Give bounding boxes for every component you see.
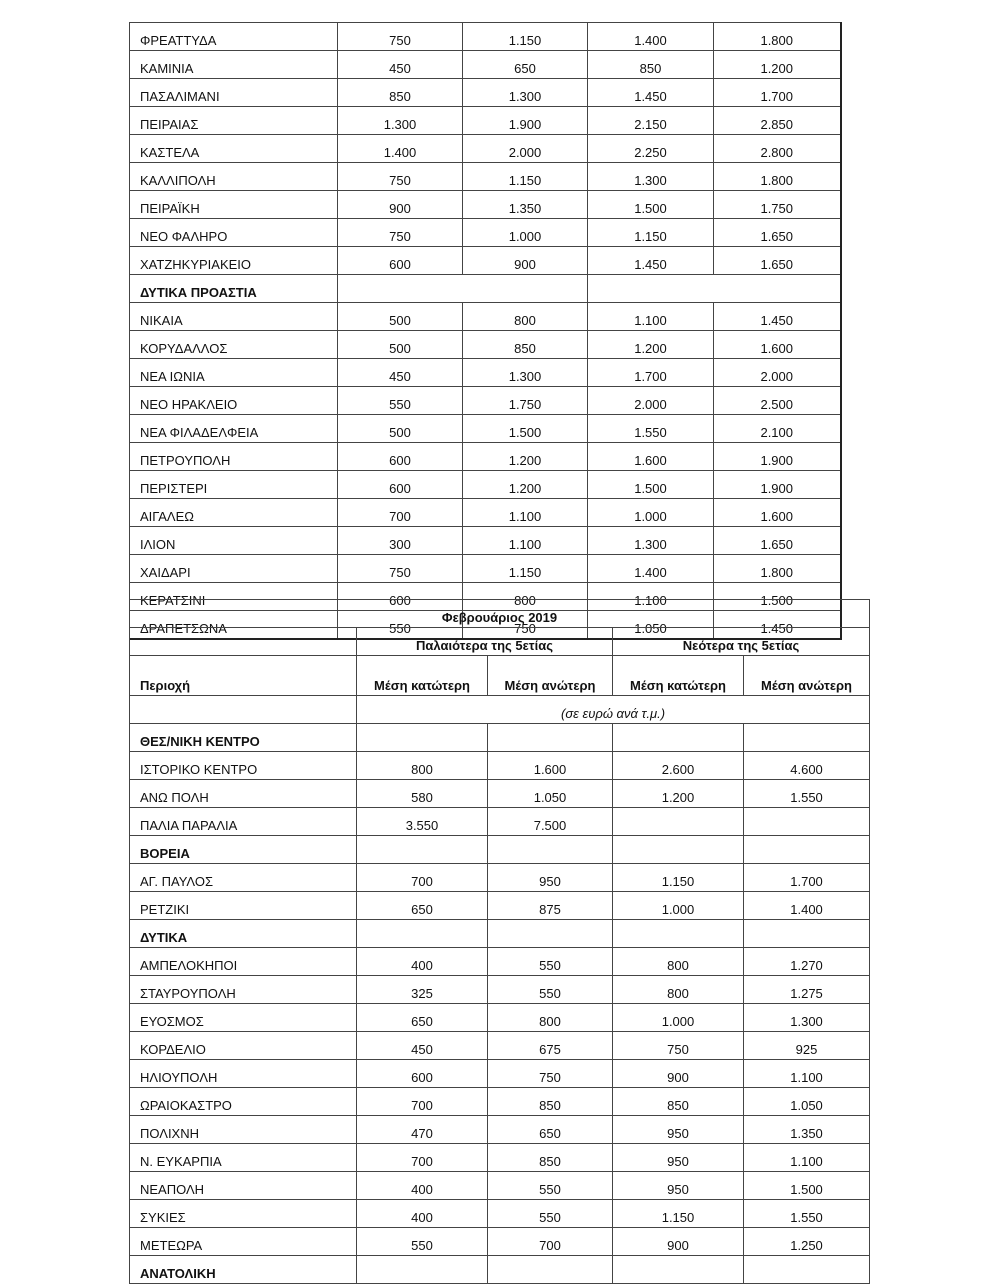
table-row (130, 471, 841, 499)
older-lower-price: 450 (338, 51, 463, 79)
area-name: ΑΜΠΕΛΟΚΗΠΟΙ (130, 948, 357, 976)
newer-lower-price: 1.150 (588, 219, 714, 247)
table-row (130, 1088, 870, 1116)
newer-upper-price: 1.250 (744, 1228, 870, 1256)
newer-lower-price: 1.450 (588, 79, 714, 107)
older-lower-price: 400 (357, 1172, 488, 1200)
empty-cell (613, 920, 744, 948)
older-upper-price: 1.750 (463, 387, 588, 415)
older-lower-price: 550 (338, 611, 463, 640)
newer-lower-price: 1.300 (588, 527, 714, 555)
section-row (130, 836, 870, 864)
older-upper-price: 900 (463, 247, 588, 275)
area-name: ΕΥΟΣΜΟΣ (130, 1004, 357, 1032)
table-row (130, 247, 841, 275)
older-upper-price: 2.000 (463, 135, 588, 163)
area-name: ΑΓ. ΠΑΥΛΟΣ (130, 864, 357, 892)
newer-upper-price (744, 808, 870, 836)
older-upper-price: 550 (488, 976, 613, 1004)
area-name: ΚΑΛΛΙΠΟΛΗ (130, 163, 338, 191)
newer-upper-price: 1.200 (714, 51, 841, 79)
area-name: Ν. ΕΥΚΑΡΠΙΑ (130, 1144, 357, 1172)
group-header-newer: Νεότερα της 5ετίας (613, 628, 870, 656)
older-upper-price: 700 (488, 1228, 613, 1256)
newer-upper-price: 1.450 (714, 611, 841, 640)
section-label: ΘΕΣ/ΝΙΚΗ ΚΕΝΤΡΟ (130, 724, 357, 752)
older-lower-price: 650 (357, 1004, 488, 1032)
area-name: ΠΕΙΡΑΪΚΗ (130, 191, 338, 219)
group-header-older: Παλαιότερα της 5ετίας (357, 628, 613, 656)
area-name: ΚΟΡΔΕΛΙΟ (130, 1032, 357, 1060)
older-upper-price: 650 (463, 51, 588, 79)
table-row (130, 527, 841, 555)
newer-lower-price: 750 (613, 1032, 744, 1060)
table-row (130, 331, 841, 359)
table-row (130, 1172, 870, 1200)
newer-upper-price: 1.600 (714, 331, 841, 359)
group-header-row (130, 628, 870, 656)
newer-lower-price: 850 (613, 1088, 744, 1116)
empty-cell (357, 920, 488, 948)
newer-upper-price: 1.400 (744, 892, 870, 920)
newer-upper-price: 1.100 (744, 1060, 870, 1088)
empty-unit-cell (130, 696, 357, 724)
older-lower-price: 580 (357, 780, 488, 808)
newer-lower-price: 950 (613, 1172, 744, 1200)
table-row (130, 948, 870, 976)
newer-upper-price: 1.650 (714, 247, 841, 275)
table-row (130, 219, 841, 247)
newer-lower-price: 1.400 (588, 23, 714, 51)
area-name: ΚΑΜΙΝΙΑ (130, 51, 338, 79)
older-lower-price: 325 (357, 976, 488, 1004)
older-upper-price: 1.050 (488, 780, 613, 808)
area-name: ΝΕΑ ΦΙΛΑΔΕΛΦΕΙΑ (130, 415, 338, 443)
table-row (130, 1144, 870, 1172)
table-row (130, 780, 870, 808)
table-row (130, 752, 870, 780)
older-upper-price: 7.500 (488, 808, 613, 836)
empty-cell (744, 920, 870, 948)
column-header-newer-upper: Μέση ανώτερη (744, 656, 870, 696)
older-upper-price: 875 (488, 892, 613, 920)
newer-upper-price: 1.650 (714, 527, 841, 555)
area-name: ΝΙΚΑΙΑ (130, 303, 338, 331)
section-label: ΑΝΑΤΟΛΙΚΗ (130, 1256, 357, 1284)
table-row (130, 892, 870, 920)
empty-cell (613, 1256, 744, 1284)
column-header-older-upper: Μέση ανώτερη (488, 656, 613, 696)
older-lower-price: 400 (357, 1200, 488, 1228)
newer-lower-price: 900 (613, 1228, 744, 1256)
newer-upper-price: 2.800 (714, 135, 841, 163)
older-upper-price: 1.150 (463, 555, 588, 583)
older-lower-price: 500 (338, 415, 463, 443)
table-row (130, 1004, 870, 1032)
table-row (130, 1228, 870, 1256)
newer-lower-price: 2.600 (613, 752, 744, 780)
older-upper-price: 950 (488, 864, 613, 892)
table-row (130, 135, 841, 163)
newer-lower-price: 1.100 (588, 303, 714, 331)
newer-upper-price: 1.500 (714, 583, 841, 611)
newer-lower-price: 2.150 (588, 107, 714, 135)
unit-note: (σε ευρώ ανά τ.μ.) (357, 696, 870, 724)
older-lower-price: 400 (357, 948, 488, 976)
price-table-thessaloniki-feb-2019 (129, 599, 870, 1284)
empty-cell (357, 724, 488, 752)
newer-lower-price: 1.550 (588, 415, 714, 443)
empty-cell (744, 1256, 870, 1284)
newer-upper-price: 2.500 (714, 387, 841, 415)
newer-lower-price: 1.150 (613, 864, 744, 892)
newer-upper-price: 1.600 (714, 499, 841, 527)
table-row (130, 163, 841, 191)
newer-lower-price: 1.000 (613, 892, 744, 920)
older-lower-price: 1.400 (338, 135, 463, 163)
older-lower-price: 600 (357, 1060, 488, 1088)
table-row (130, 191, 841, 219)
newer-upper-price: 4.600 (744, 752, 870, 780)
newer-lower-price: 1.500 (588, 191, 714, 219)
section-row (130, 275, 841, 303)
newer-upper-price: 1.500 (744, 1172, 870, 1200)
older-lower-price: 750 (338, 163, 463, 191)
older-upper-price: 1.150 (463, 23, 588, 51)
newer-lower-price (613, 808, 744, 836)
newer-upper-price: 1.450 (714, 303, 841, 331)
area-name: ΝΕΟ ΦΑΛΗΡΟ (130, 219, 338, 247)
older-upper-price: 1.200 (463, 471, 588, 499)
section-label: ΔΥΤΙΚΑ ΠΡΟΑΣΤΙΑ (130, 275, 338, 303)
area-name: ΠΕΤΡΟΥΠΟΛΗ (130, 443, 338, 471)
area-name: ΠΟΛΙΧΝΗ (130, 1116, 357, 1144)
newer-lower-price: 900 (613, 1060, 744, 1088)
older-lower-price: 450 (338, 359, 463, 387)
newer-lower-price: 1.050 (588, 611, 714, 640)
newer-lower-price: 2.250 (588, 135, 714, 163)
area-name: ΠΕΙΡΑΙΑΣ (130, 107, 338, 135)
older-lower-price: 900 (338, 191, 463, 219)
area-name: ΠΕΡΙΣΤΕΡΙ (130, 471, 338, 499)
newer-lower-price: 950 (613, 1144, 744, 1172)
older-lower-price: 300 (338, 527, 463, 555)
older-lower-price: 700 (357, 864, 488, 892)
table-row (130, 443, 841, 471)
table-row (130, 51, 841, 79)
older-upper-price: 800 (488, 1004, 613, 1032)
area-name: ΝΕΑΠΟΛΗ (130, 1172, 357, 1200)
table-row (130, 23, 841, 51)
older-lower-price: 600 (338, 247, 463, 275)
newer-lower-price: 1.700 (588, 359, 714, 387)
section-label: ΔΥΤΙΚΑ (130, 920, 357, 948)
section-label: ΒΟΡΕΙΑ (130, 836, 357, 864)
older-upper-price: 1.100 (463, 527, 588, 555)
table-row (130, 387, 841, 415)
older-lower-price: 470 (357, 1116, 488, 1144)
area-name: ΗΛΙΟΥΠΟΛΗ (130, 1060, 357, 1088)
empty-cell (488, 920, 613, 948)
area-name: ΝΕΟ ΗΡΑΚΛΕΙΟ (130, 387, 338, 415)
older-upper-price: 850 (463, 331, 588, 359)
newer-lower-price: 850 (588, 51, 714, 79)
newer-upper-price: 1.900 (714, 471, 841, 499)
older-lower-price: 850 (338, 79, 463, 107)
table-row (130, 976, 870, 1004)
empty-header-cell (130, 628, 357, 656)
older-lower-price: 700 (338, 499, 463, 527)
older-lower-price: 500 (338, 303, 463, 331)
table-row (130, 107, 841, 135)
newer-upper-price: 1.100 (744, 1144, 870, 1172)
newer-lower-price: 1.100 (588, 583, 714, 611)
empty-cell (588, 275, 841, 303)
newer-lower-price: 1.500 (588, 471, 714, 499)
older-upper-price: 1.500 (463, 415, 588, 443)
unit-row (130, 696, 870, 724)
area-name: ΚΑΣΤΕΛΑ (130, 135, 338, 163)
older-lower-price: 750 (338, 219, 463, 247)
newer-lower-price: 1.600 (588, 443, 714, 471)
newer-upper-price: 1.800 (714, 555, 841, 583)
area-name: ΡΕΤΖΙΚΙ (130, 892, 357, 920)
newer-upper-price: 1.800 (714, 163, 841, 191)
table-row (130, 303, 841, 331)
area-name: ΣΥΚΙΕΣ (130, 1200, 357, 1228)
older-lower-price: 600 (338, 443, 463, 471)
older-upper-price: 750 (463, 611, 588, 640)
older-upper-price: 1.300 (463, 359, 588, 387)
table-row (130, 864, 870, 892)
older-lower-price: 750 (338, 23, 463, 51)
newer-upper-price: 1.270 (744, 948, 870, 976)
older-lower-price: 750 (338, 555, 463, 583)
older-upper-price: 750 (488, 1060, 613, 1088)
area-name: ΩΡΑΙΟΚΑΣΤΡΟ (130, 1088, 357, 1116)
table-row (130, 1032, 870, 1060)
newer-upper-price: 1.700 (744, 864, 870, 892)
newer-upper-price: 1.275 (744, 976, 870, 1004)
table-row (130, 359, 841, 387)
older-lower-price: 550 (338, 387, 463, 415)
older-upper-price: 800 (463, 583, 588, 611)
older-upper-price: 1.600 (488, 752, 613, 780)
newer-lower-price: 800 (613, 976, 744, 1004)
newer-lower-price: 800 (613, 948, 744, 976)
newer-lower-price: 1.450 (588, 247, 714, 275)
newer-lower-price: 1.150 (613, 1200, 744, 1228)
older-lower-price: 3.550 (357, 808, 488, 836)
column-header-area: Περιοχή (130, 656, 357, 696)
older-lower-price: 700 (357, 1144, 488, 1172)
newer-upper-price: 1.700 (714, 79, 841, 107)
table-row (130, 79, 841, 107)
newer-upper-price: 1.800 (714, 23, 841, 51)
newer-upper-price: 1.350 (744, 1116, 870, 1144)
table-row (130, 1116, 870, 1144)
empty-cell (488, 1256, 613, 1284)
older-upper-price: 850 (488, 1088, 613, 1116)
table-row (130, 1200, 870, 1228)
empty-cell (744, 836, 870, 864)
newer-upper-price: 1.650 (714, 219, 841, 247)
price-table-piraeus-west-suburbs (129, 22, 842, 640)
table-row (130, 555, 841, 583)
newer-lower-price: 1.200 (613, 780, 744, 808)
newer-upper-price: 1.550 (744, 780, 870, 808)
older-upper-price: 550 (488, 1172, 613, 1200)
section-row (130, 724, 870, 752)
empty-cell (357, 836, 488, 864)
older-lower-price: 600 (338, 583, 463, 611)
area-name: ΠΑΛΙΑ ΠΑΡΑΛΙΑ (130, 808, 357, 836)
area-name: ΧΑΙΔΑΡΙ (130, 555, 338, 583)
empty-cell (613, 724, 744, 752)
area-name: ΑΙΓΑΛΕΩ (130, 499, 338, 527)
newer-lower-price: 1.300 (588, 163, 714, 191)
older-lower-price: 550 (357, 1228, 488, 1256)
empty-cell (488, 724, 613, 752)
older-lower-price: 500 (338, 331, 463, 359)
area-name: ΑΝΩ ΠΟΛΗ (130, 780, 357, 808)
newer-lower-price: 1.200 (588, 331, 714, 359)
column-header-row (130, 656, 870, 696)
newer-lower-price: 1.000 (588, 499, 714, 527)
older-lower-price: 800 (357, 752, 488, 780)
older-lower-price: 650 (357, 892, 488, 920)
column-header-older-lower: Μέση κατώτερη (357, 656, 488, 696)
area-name: ΝΕΑ ΙΩΝΙΑ (130, 359, 338, 387)
older-upper-price: 1.350 (463, 191, 588, 219)
area-name: ΔΡΑΠΕΤΣΩΝΑ (130, 611, 338, 640)
older-upper-price: 1.200 (463, 443, 588, 471)
newer-upper-price: 1.550 (744, 1200, 870, 1228)
older-upper-price: 1.900 (463, 107, 588, 135)
older-lower-price: 1.300 (338, 107, 463, 135)
older-upper-price: 1.150 (463, 163, 588, 191)
newer-upper-price: 925 (744, 1032, 870, 1060)
table-row (130, 1060, 870, 1088)
older-upper-price: 675 (488, 1032, 613, 1060)
newer-lower-price: 2.000 (588, 387, 714, 415)
area-name: ΚΟΡΥΔΑΛΛΟΣ (130, 331, 338, 359)
title-row (130, 600, 870, 628)
newer-upper-price: 2.000 (714, 359, 841, 387)
empty-cell (744, 724, 870, 752)
table-row (130, 415, 841, 443)
older-upper-price: 550 (488, 948, 613, 976)
empty-cell (613, 836, 744, 864)
area-name: ΦΡΕΑΤΤΥΔΑ (130, 23, 338, 51)
empty-cell (357, 1256, 488, 1284)
older-upper-price: 850 (488, 1144, 613, 1172)
area-name: ΙΛΙΟΝ (130, 527, 338, 555)
newer-upper-price: 1.750 (714, 191, 841, 219)
area-name: ΠΑΣΑΛΙΜΑΝΙ (130, 79, 338, 107)
newer-upper-price: 2.100 (714, 415, 841, 443)
section-row (130, 1256, 870, 1284)
older-upper-price: 800 (463, 303, 588, 331)
older-lower-price: 700 (357, 1088, 488, 1116)
newer-upper-price: 1.300 (744, 1004, 870, 1032)
newer-upper-price: 2.850 (714, 107, 841, 135)
newer-lower-price: 1.000 (613, 1004, 744, 1032)
section-row (130, 920, 870, 948)
newer-upper-price: 1.900 (714, 443, 841, 471)
older-upper-price: 550 (488, 1200, 613, 1228)
area-name: ΜΕΤΕΩΡΑ (130, 1228, 357, 1256)
older-lower-price: 600 (338, 471, 463, 499)
area-name: ΚΕΡΑΤΣΙΝΙ (130, 583, 338, 611)
table-row (130, 499, 841, 527)
table-row (130, 808, 870, 836)
older-upper-price: 650 (488, 1116, 613, 1144)
newer-lower-price: 1.400 (588, 555, 714, 583)
newer-lower-price: 950 (613, 1116, 744, 1144)
older-upper-price: 1.000 (463, 219, 588, 247)
area-name: ΧΑΤΖΗΚΥΡΙΑΚΕΙΟ (130, 247, 338, 275)
area-name: ΙΣΤΟΡΙΚΟ ΚΕΝΤΡΟ (130, 752, 357, 780)
empty-cell (338, 275, 588, 303)
older-upper-price: 1.300 (463, 79, 588, 107)
table-title: Φεβρουάριος 2019 (130, 600, 870, 628)
older-upper-price: 1.100 (463, 499, 588, 527)
column-header-newer-lower: Μέση κατώτερη (613, 656, 744, 696)
empty-cell (488, 836, 613, 864)
newer-upper-price: 1.050 (744, 1088, 870, 1116)
older-lower-price: 450 (357, 1032, 488, 1060)
area-name: ΣΤΑΥΡΟΥΠΟΛΗ (130, 976, 357, 1004)
